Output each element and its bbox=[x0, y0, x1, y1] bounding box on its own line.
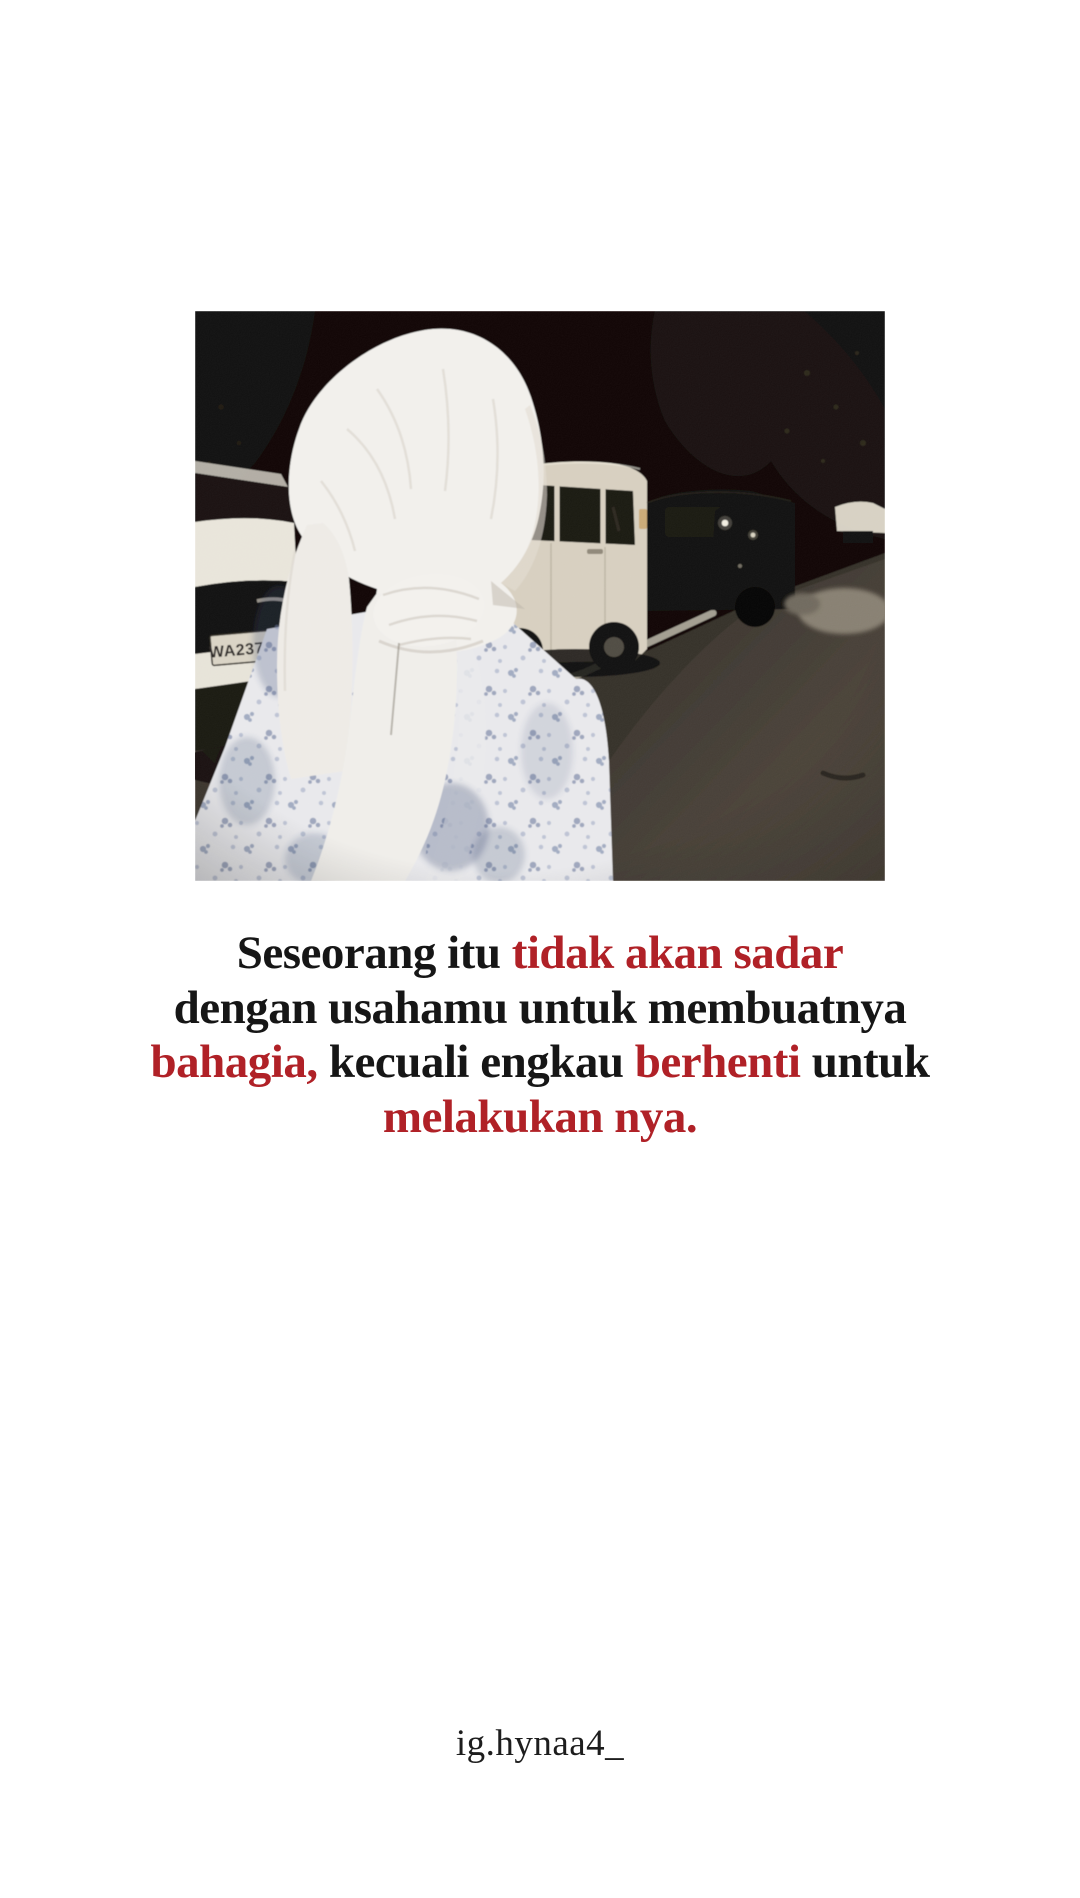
story-photo bbox=[195, 311, 885, 881]
quote-line bbox=[80, 1090, 1000, 1145]
quote-segment-red: bahagia, bbox=[150, 1036, 318, 1089]
quote-text bbox=[80, 926, 1000, 1144]
quote-segment: dengan usahamu untuk membuatnya bbox=[173, 981, 907, 1034]
watermark-handle: ig.hynaa4_ bbox=[455, 1723, 625, 1764]
quote-segment-red: berhenti bbox=[634, 1036, 801, 1089]
quote-segment-red: tidak akan sadar bbox=[511, 927, 844, 979]
quote-line bbox=[80, 926, 1000, 981]
quote-segment: kecuali engkau bbox=[317, 1036, 635, 1089]
quote-segment: Seseorang itu bbox=[236, 927, 512, 979]
quote-segment-red: melakukan nya. bbox=[382, 1090, 698, 1143]
quote-segment: untuk bbox=[800, 1036, 930, 1089]
quote-line bbox=[80, 981, 1000, 1036]
quote-line bbox=[80, 1035, 1000, 1090]
